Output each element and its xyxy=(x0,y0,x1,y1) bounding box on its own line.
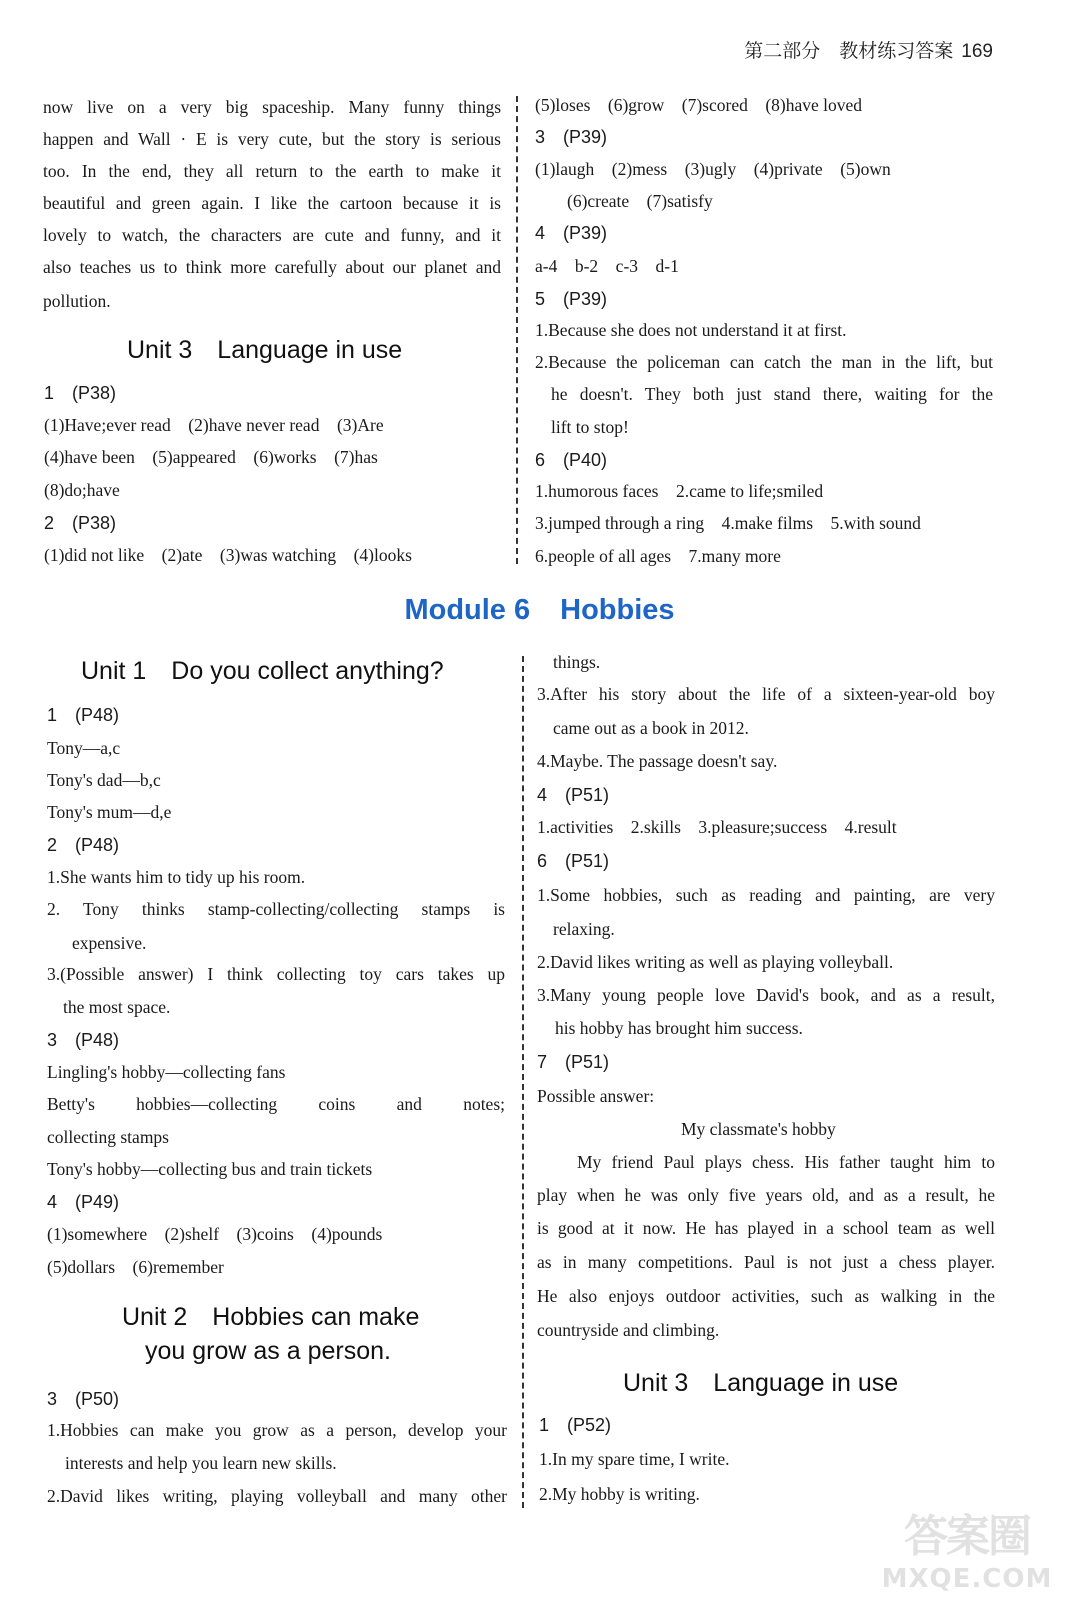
answer-line: (1)somewhere (2)shelf (3)coins (4)pounds xyxy=(47,1224,383,1244)
answer-line: 1.activities 2.skills 3.pleasure;success 4.result xyxy=(537,817,897,837)
text-line: now live on a very big spaceship. Many funny things xyxy=(43,97,501,117)
answer-line: things. xyxy=(553,652,601,672)
answer-line: (1)laugh (2)mess (3)ugly (4)private (5)own xyxy=(535,159,891,179)
question-number: 3 (P39) xyxy=(535,127,608,147)
answer-line: 3.jumped through a ring 4.make films 5.with sound xyxy=(535,513,921,533)
answer-line: collecting stamps xyxy=(47,1127,169,1147)
m6-unit3-title: Unit 3 Language in use xyxy=(623,1369,899,1397)
watermark-url: MXQE.COM xyxy=(881,1564,1053,1594)
m6-unit1-title: Unit 1 Do you collect anything? xyxy=(81,657,444,685)
answer-line: (1)Have;ever read (2)have never read (3)Are xyxy=(44,415,384,435)
question-number: 1 (P48) xyxy=(47,705,120,725)
page-number: 169 xyxy=(961,41,993,62)
unit3-title: Unit 3 Language in use xyxy=(127,336,403,364)
answer-line: 2.Because the policeman can catch the man in the lift, but xyxy=(535,352,993,372)
question-number: 4 (P51) xyxy=(537,785,610,805)
question-number: 1 (P38) xyxy=(44,383,117,403)
module-title: Hobbies xyxy=(560,594,675,626)
text-line: too. In the end, they all return to the earth to make it xyxy=(43,161,501,181)
text-line: also teaches us to think more carefully about our planet and xyxy=(43,257,501,277)
essay-line: as in many competitions. Paul is not just a chess player. xyxy=(537,1252,995,1272)
answer-line: 3.Many young people love David's book, and as a result, xyxy=(537,985,995,1005)
question-number: 1 (P52) xyxy=(539,1415,612,1435)
text-line: lovely to watch, the characters are cute and funny, and it xyxy=(43,225,501,245)
question-number: 2 (P48) xyxy=(47,835,120,855)
answer-line: (8)do;have xyxy=(44,480,120,500)
answer-line: lift to stop! xyxy=(551,417,629,437)
answer-line: 3.After his story about the life of a sixteen-year-old boy xyxy=(537,684,995,704)
essay-line: My friend Paul plays chess. His father taught him to xyxy=(577,1152,995,1172)
answer-line: 2.David likes writing, playing volleyball and many other xyxy=(47,1486,507,1506)
answer-line: Tony's hobby—collecting bus and train tickets xyxy=(47,1159,373,1179)
answer-line: Lingling's hobby—collecting fans xyxy=(47,1062,286,1082)
answer-line: 1.In my spare time, I write. xyxy=(539,1449,730,1469)
essay-line: countryside and climbing. xyxy=(537,1320,720,1340)
answer-line: Tony's dad—b,c xyxy=(47,770,161,790)
question-number: 4 (P49) xyxy=(47,1192,120,1212)
answer-line: 1.Hobbies can make you grow as a person, develop your xyxy=(47,1420,507,1440)
answer-line: Tony's mum—d,e xyxy=(47,802,172,822)
answer-line: 2.My hobby is writing. xyxy=(539,1484,700,1504)
answer-line: (5)loses (6)grow (7)scored (8)have loved xyxy=(535,95,863,115)
answer-line: 3.(Possible answer) I think collecting toy cars takes up xyxy=(47,964,505,984)
essay-line: He also enjoys outdoor activities, such as walking in the xyxy=(537,1286,995,1306)
answer-line: 1.Some hobbies, such as reading and painting, are very xyxy=(537,885,995,905)
question-number: 6 (P51) xyxy=(537,851,610,871)
answer-line: 4.Maybe. The passage doesn't say. xyxy=(537,751,778,771)
watermark-text: 答案圈 xyxy=(904,1511,1030,1562)
answer-line: the most space. xyxy=(63,997,171,1017)
column-divider xyxy=(522,656,524,1508)
answer-line: Tony—a,c xyxy=(47,738,121,758)
question-number: 4 (P39) xyxy=(535,223,608,243)
answer-line: 6.people of all ages 7.many more xyxy=(535,546,781,566)
module-number: Module 6 xyxy=(404,594,531,626)
column-divider xyxy=(516,96,518,564)
answer-line: 2. Tony thinks stamp-collecting/collecting stamps is xyxy=(47,899,505,919)
answer-line: Betty's hobbies—collecting coins and notes; xyxy=(47,1094,505,1114)
answer-line: his hobby has brought him success. xyxy=(555,1018,803,1038)
answer-line: he doesn't. They both just stand there, waiting for the xyxy=(551,384,993,404)
answer-line: 2.David likes writing as well as playing volleyball. xyxy=(537,952,894,972)
essay-line: is good at it now. He has played in a school team as well xyxy=(537,1218,995,1238)
answer-line: a-4 b-2 c-3 d-1 xyxy=(535,256,679,276)
text-line: pollution. xyxy=(43,291,111,311)
answer-line: (6)create (7)satisfy xyxy=(567,191,713,211)
question-number: 5 (P39) xyxy=(535,289,608,309)
answer-line: (5)dollars (6)remember xyxy=(47,1257,224,1277)
module-heading xyxy=(0,594,1079,627)
page-header xyxy=(744,36,993,63)
answer-line: 1.She wants him to tidy up his room. xyxy=(47,867,306,887)
answer-line: (4)have been (5)appeared (6)works (7)has xyxy=(44,447,378,467)
essay-title: My classmate's hobby xyxy=(681,1119,836,1139)
question-number: 3 (P50) xyxy=(47,1389,120,1409)
answer-line: Possible answer: xyxy=(537,1086,655,1106)
question-number: 7 (P51) xyxy=(537,1052,610,1072)
answer-line: relaxing. xyxy=(553,919,615,939)
answer-line: interests and help you learn new skills. xyxy=(65,1453,337,1473)
question-number: 3 (P48) xyxy=(47,1030,120,1050)
answer-line: expensive. xyxy=(72,933,147,953)
m6-unit2-title-line1: Unit 2 Hobbies can make xyxy=(122,1303,420,1331)
question-number: 6 (P40) xyxy=(535,450,608,470)
question-number: 2 (P38) xyxy=(44,513,117,533)
watermark-logo xyxy=(877,1500,1057,1594)
text-line: happen and Wall · E is very cute, but the story is serious xyxy=(43,129,501,149)
text-line: beautiful and green again. I like the cartoon because it is xyxy=(43,193,501,213)
essay-line: play when he was only five years old, and as a result, he xyxy=(537,1185,995,1205)
answer-line: 1.humorous faces 2.came to life;smiled xyxy=(535,481,824,501)
answer-line: (1)did not like (2)ate (3)was watching (4)looks xyxy=(44,545,412,565)
m6-unit2-title-line2: you grow as a person. xyxy=(145,1337,391,1365)
answer-line: 1.Because she does not understand it at first. xyxy=(535,320,847,340)
answer-line: came out as a book in 2012. xyxy=(553,718,749,738)
section-title: 第二部分 教材练习答案 xyxy=(744,40,954,62)
